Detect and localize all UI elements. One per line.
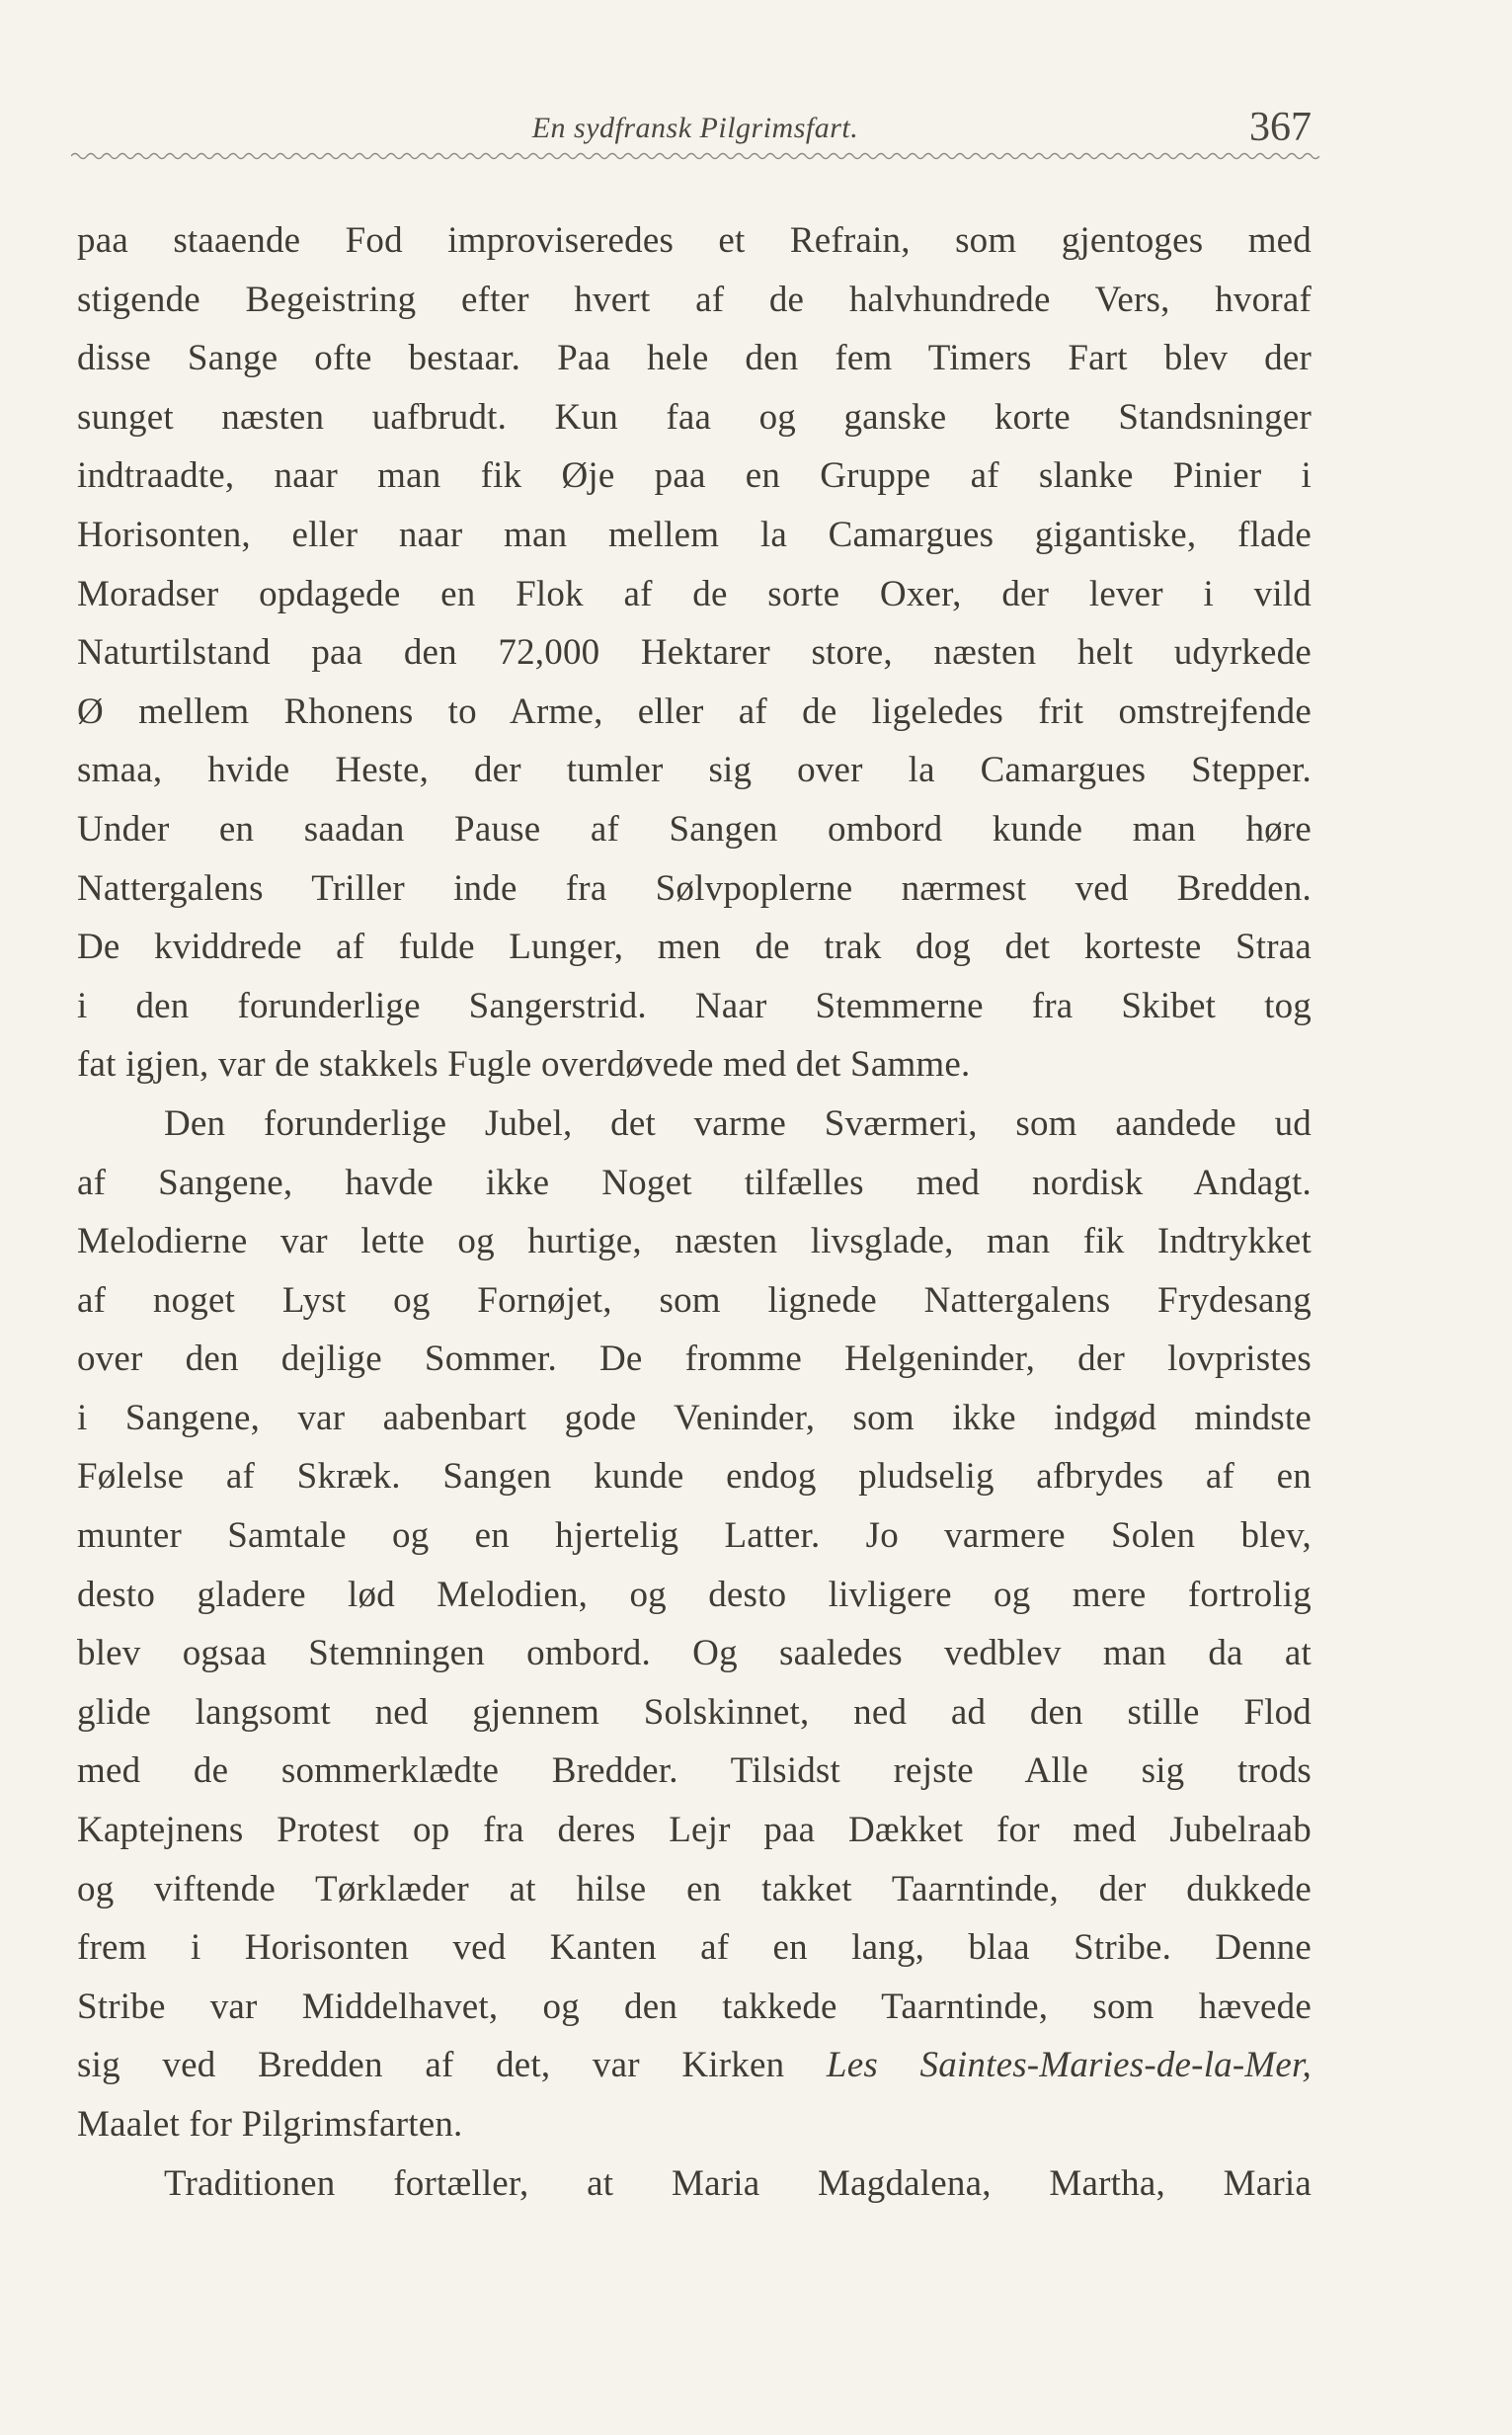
text-line-with-italic [77, 2036, 1312, 2095]
text-line: af noget Lyst og Fornøjet, som lignede Nattergalens Frydesang [77, 1279, 1312, 1321]
text-segment: sig ved Bredden af det, var Kirken [77, 2045, 785, 2086]
text-line: sunget næsten uafbrudt. Kun faa og ganske korte Standsninger [77, 396, 1312, 438]
text-line: med de sommerklædte Bredder. Tilsidst rejste Alle sig trods [77, 1750, 1312, 1792]
text-line: i den forunderlige Sangerstrid. Naar Stemmerne fra Skibet tog [77, 985, 1312, 1026]
text-line: munter Samtale og en hjertelig Latter. Jo varmere Solen blev, [77, 1515, 1312, 1557]
page-number: 367 [1249, 105, 1312, 150]
text-line: Nattergalens Triller inde fra Sølvpoplerne nærmest ved Bredden. [77, 867, 1312, 909]
text-line: Maalet for Pilgrimsfarten. [77, 2104, 463, 2145]
text-line: Horisonten, eller naar man mellem la Camargues gigantiske, flade [77, 514, 1312, 555]
text-line: i Sangene, var aabenbart gode Veninder, som ikke indgød mindste [77, 1397, 1312, 1438]
text-line: blev ogsaa Stemningen ombord. Og saaledes vedblev man da at [77, 1633, 1312, 1674]
text-line: Følelse af Skræk. Sangen kunde endog pludselig afbrydes af en [77, 1456, 1312, 1498]
text-line: og viftende Tørklæder at hilse en takket Taarntinde, der dukkede [77, 1868, 1312, 1909]
text-line: desto gladere lød Melodien, og desto livligere og mere fortrolig [77, 1574, 1312, 1615]
text-line: Kaptejnens Protest op fra deres Lejr paa Dækket for med Jubelraab [77, 1810, 1312, 1851]
text-line: Moradser opdagede en Flok af de sorte Oxer, der lever i vild [77, 573, 1312, 614]
text-line: frem i Horisonten ved Kanten af en lang, blaa Stribe. Denne [77, 1927, 1312, 1969]
text-line: Melodierne var lette og hurtige, næsten livsglade, man fik Indtrykket [77, 1221, 1312, 1262]
text-line: Den forunderlige Jubel, det varme Sværmeri, som aandede ud [164, 1102, 1312, 1144]
text-line: Naturtilstand paa den 72,000 Hektarer store, næsten helt udyrkede [77, 632, 1312, 674]
text-line: over den dejlige Sommer. De fromme Helgeninder, der lovpristes [77, 1339, 1312, 1380]
decorative-wavy-rule [71, 151, 1319, 161]
text-line: paa staaende Fod improviseredes et Refrain, som gjentoges med [77, 220, 1312, 261]
text-line: Traditionen fortæller, at Maria Magdalena, Martha, Maria [164, 2162, 1312, 2204]
body-text [77, 211, 1312, 2213]
text-line: De kviddrede af fulde Lunger, men de trak dog det korteste Straa [77, 927, 1312, 968]
text-line: Ø mellem Rhonens to Arme, eller af de ligeledes frit omstrejfende [77, 690, 1312, 732]
text-line: stigende Begeistring efter hvert af de halvhundrede Vers, hvoraf [77, 279, 1312, 320]
running-title: En sydfransk Pilgrimsfart. [531, 112, 859, 144]
text-line: smaa, hvide Heste, der tumler sig over la Camargues Stepper. [77, 750, 1312, 791]
text-line: glide langsomt ned gjennem Solskinnet, ned ad den stille Flod [77, 1691, 1312, 1733]
text-line: indtraadte, naar man fik Øje paa en Gruppe af slanke Pinier i [77, 455, 1312, 497]
italic-church-name: Les Saintes-Maries-de-la-Mer, [826, 2045, 1312, 2086]
text-line: disse Sange ofte bestaar. Paa hele den fem Timers Fart blev der [77, 338, 1312, 379]
running-head [71, 104, 1319, 163]
text-line: af Sangene, havde ikke Noget tilfælles med nordisk Andagt. [77, 1162, 1312, 1203]
text-line: Under en saadan Pause af Sangen ombord kunde man høre [77, 808, 1312, 850]
text-line: Stribe var Middelhavet, og den takkede Taarntinde, som hævede [77, 1986, 1312, 2027]
text-line: fat igjen, var de stakkels Fugle overdøvede med det Samme. [77, 1044, 971, 1086]
